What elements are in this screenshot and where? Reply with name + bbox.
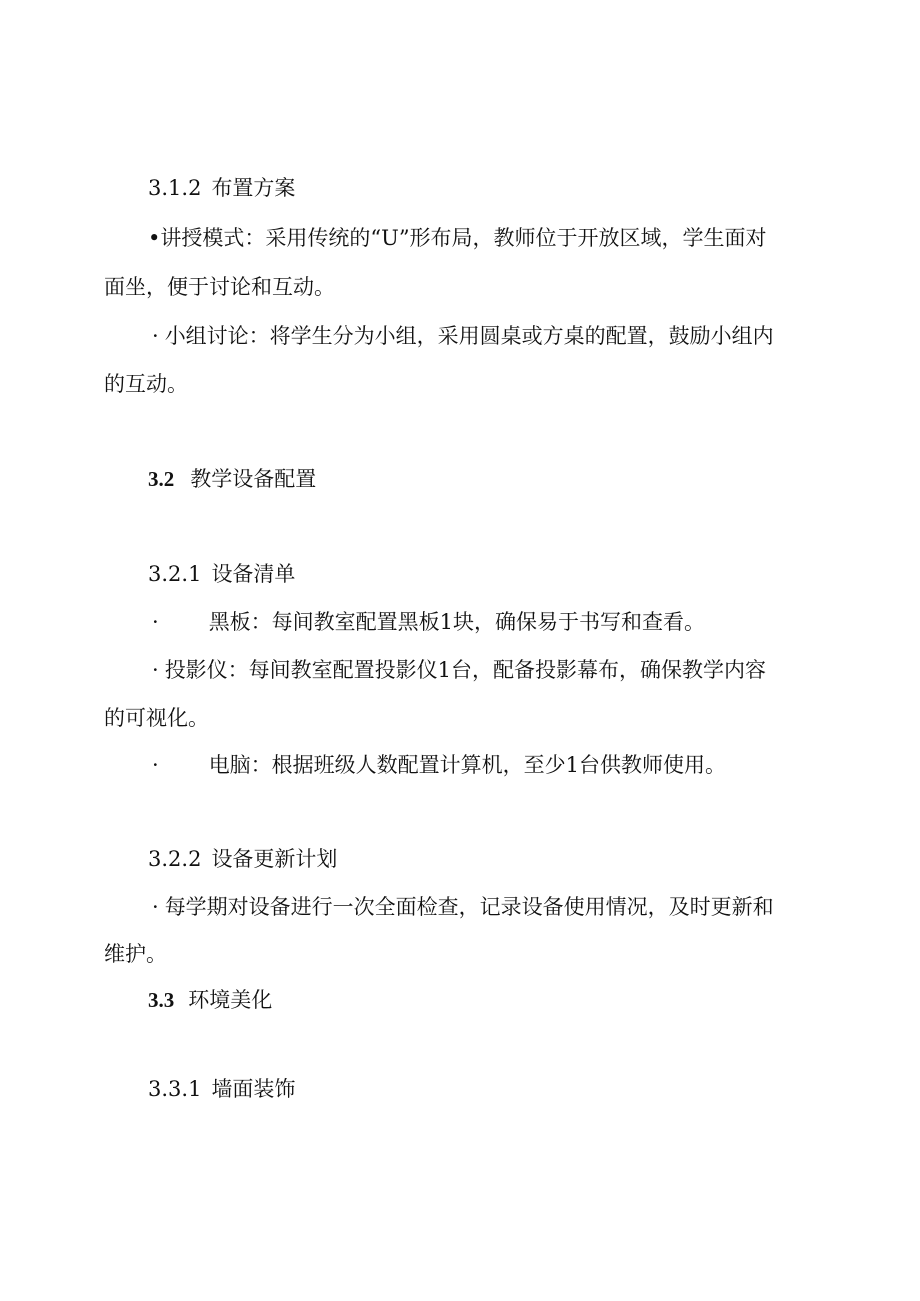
list-item-text: 讲授模式：采用传统的“U”形布局，教师位于开放区域，学生面对 xyxy=(160,226,767,250)
list-item-inspection xyxy=(152,893,774,921)
heading-number: 3.2.1 xyxy=(148,562,202,586)
heading-number: 3.2 xyxy=(148,467,175,491)
list-item-blackboard xyxy=(152,608,705,636)
heading-title: 教学设备配置 xyxy=(190,467,317,491)
list-item-projector xyxy=(152,656,766,684)
heading-title: 环境美化 xyxy=(188,988,273,1012)
heading-number: 3.2.2 xyxy=(148,847,202,871)
list-item-text: 的可视化。 xyxy=(104,706,209,730)
bullet: · xyxy=(152,895,159,919)
heading-3-2 xyxy=(148,465,316,493)
bullet: · xyxy=(152,658,159,682)
list-item-text: 小组讨论：将学生分为小组，采用圆桌或方桌的配置，鼓励小组内 xyxy=(164,324,774,348)
heading-number: 3.1.2 xyxy=(148,176,202,200)
list-item-text: 黑板：每间教室配置黑板1块，确保易于书写和查看。 xyxy=(208,610,706,634)
list-item-continuation xyxy=(104,940,167,968)
bullet: • xyxy=(148,226,161,250)
heading-3-2-1 xyxy=(148,560,295,588)
heading-3-1-2 xyxy=(148,174,295,202)
heading-number: 3.3 xyxy=(148,988,175,1012)
list-item-text: 面坐，便于讨论和互动。 xyxy=(104,275,335,299)
list-item-text: 每学期对设备进行一次全面检查，记录设备使用情况，及时更新和 xyxy=(164,895,774,919)
heading-3-2-2 xyxy=(148,845,337,873)
list-item-lecture-mode xyxy=(148,224,767,252)
heading-number: 3.3.1 xyxy=(148,1077,202,1101)
heading-title: 设备更新计划 xyxy=(211,847,338,871)
list-item-computer xyxy=(152,751,726,779)
heading-3-3-1 xyxy=(148,1075,295,1103)
bullet: · xyxy=(152,324,159,348)
heading-3-3 xyxy=(148,986,272,1014)
list-item-text: 维护。 xyxy=(104,942,167,966)
heading-title: 墙面装饰 xyxy=(211,1077,296,1101)
list-item-group-discussion xyxy=(152,322,774,350)
bullet: · xyxy=(152,610,159,634)
list-item-continuation xyxy=(104,704,209,732)
heading-title: 设备清单 xyxy=(211,562,296,586)
list-item-continuation xyxy=(104,273,335,301)
heading-title: 布置方案 xyxy=(211,176,296,200)
list-item-text: 投影仪：每间教室配置投影仪1台，配备投影幕布，确保教学内容 xyxy=(164,658,767,682)
list-item-text: 的互动。 xyxy=(104,372,188,396)
bullet: · xyxy=(152,753,159,777)
list-item-continuation xyxy=(104,370,188,398)
list-item-text: 电脑：根据班级人数配置计算机，至少1台供教师使用。 xyxy=(208,753,727,777)
